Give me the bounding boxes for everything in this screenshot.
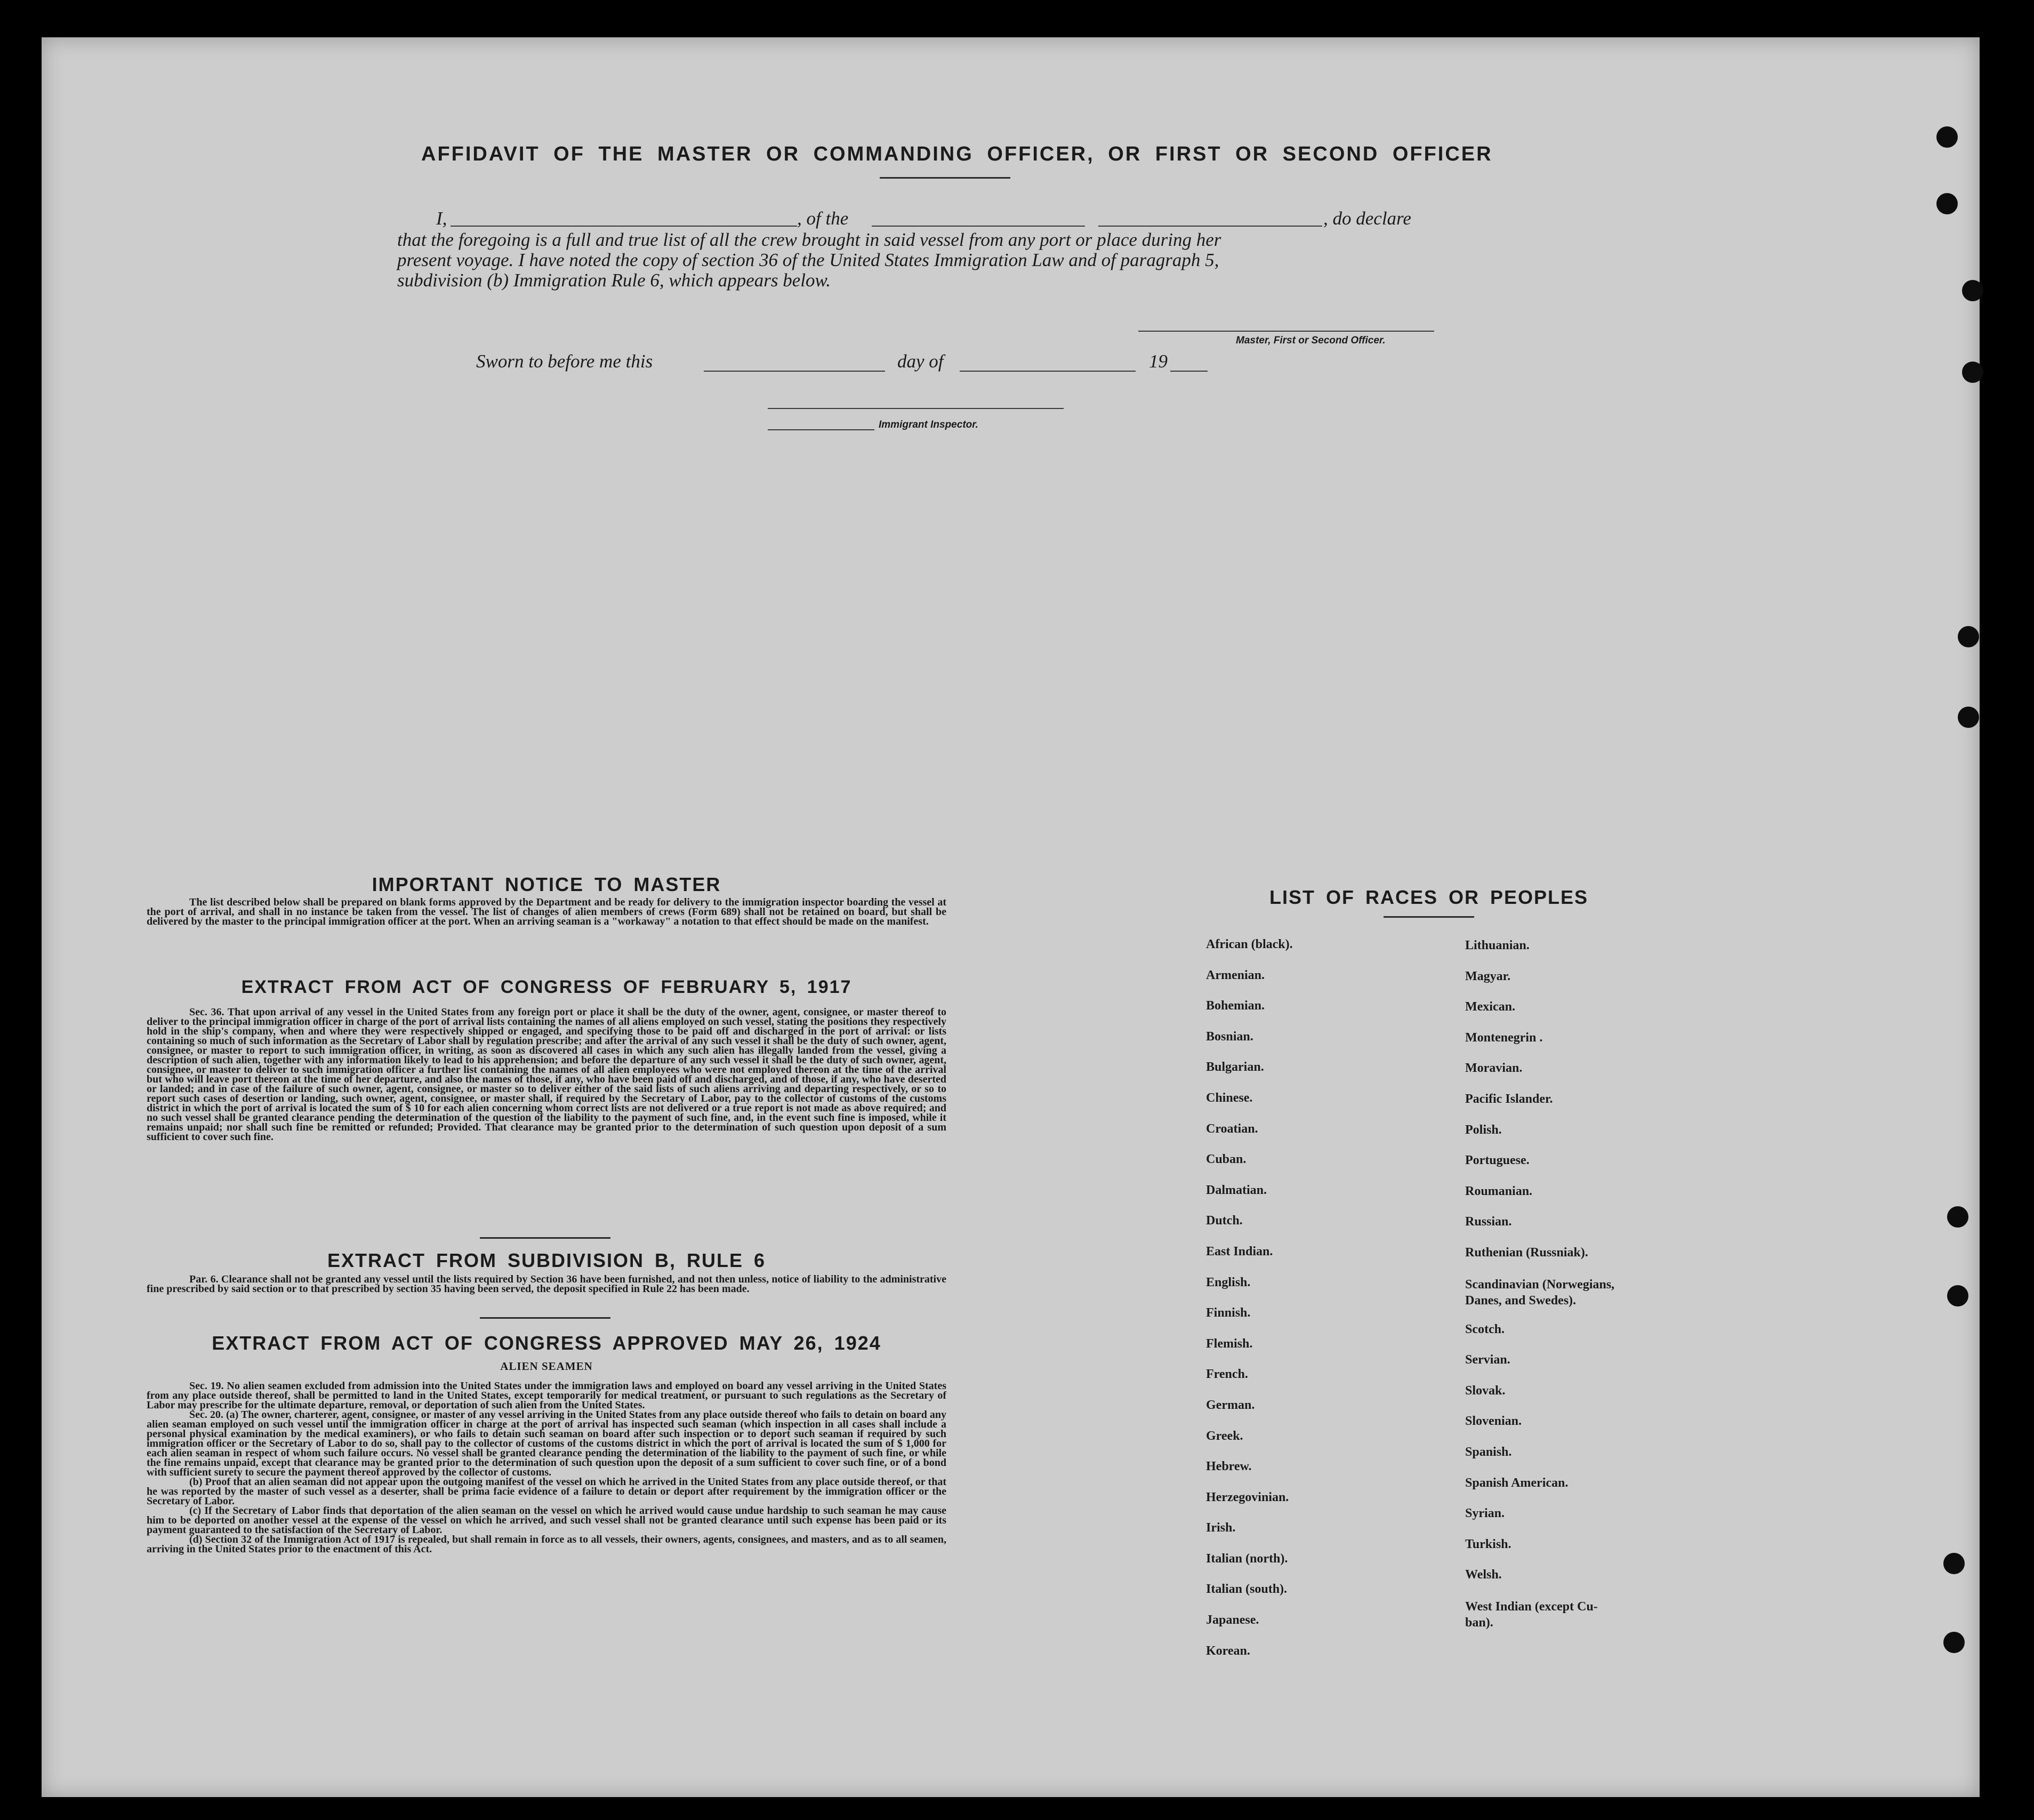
race-col1-item: Flemish. [1206,1336,1253,1351]
race-col2-item: Slovenian. [1465,1414,1522,1429]
race-col2-item: West Indian (except Cu- ban). [1465,1599,1598,1630]
affidavit-line-4: subdivision (b) Immigration Rule 6, which appears below. [397,270,831,291]
race-col2-item: Russian. [1465,1215,1512,1229]
sworn-text: Sworn to before me this [476,351,653,372]
section-divider [480,1237,610,1239]
race-col2-item: Servian. [1465,1353,1510,1367]
sec-20b-paragraph: (b) Proof that an alien seaman did not appear upon the outgoing manifest of the vessel on which he arrived in the United States from any place outside thereof, or that he was reported by the master of such vessel as a deserter, shall be prima facie evidence of a failure to detain or deport after requirement by the immigration officer or the Secretary of Labor. [147,1476,946,1507]
race-col2-item: Slovak. [1465,1383,1506,1398]
extract-1917-text [147,1007,946,1142]
affidavit-line-2: that the foregoing is a full and true list of all the crew brought in said vessel from any port or place during her [397,229,1221,250]
races-column-2 [1465,939,1614,1645]
race-col1-item: Chinese. [1206,1091,1253,1105]
rule-6-paragraph: Par. 6. Clearance shall not be granted any vessel until the lists required by Section 36 have been furnished, and not then unless, notice of liability to the administrative fine prescribed by said section or to that prescribed by section 35 having been served, the deposit specified in Rule 22 has been made. [147,1273,946,1295]
binder-hole-icon [1936,193,1958,214]
race-col1-item: Herzegovinian. [1206,1490,1289,1504]
races-column-1 [1206,937,1293,1674]
race-col1-item: French. [1206,1367,1248,1382]
race-col2-item: Portuguese. [1465,1153,1530,1168]
race-col2-item: Spanish. [1465,1445,1512,1459]
race-col1-item: German. [1206,1398,1255,1412]
race-col1-item: Greek. [1206,1429,1243,1443]
affidavit-do-declare: , do declare [1323,208,1411,229]
race-col2-item: Spanish American. [1465,1476,1569,1490]
race-col1-item: Bohemian. [1206,999,1265,1013]
extract-1917-title: EXTRACT FROM ACT OF CONGRESS OF FEBRUARY 5, 1917 [241,977,852,997]
inspector-caption: Immigrant Inspector. [879,419,978,430]
race-col1-item: English. [1206,1275,1251,1289]
race-col1-item: Korean. [1206,1643,1250,1658]
binder-hole-icon [1947,1285,1968,1306]
race-col1-item: Japanese. [1206,1613,1259,1627]
race-col1-item: Italian (south). [1206,1582,1288,1597]
extract-1924-title: EXTRACT FROM ACT OF CONGRESS APPROVED MAY 26, 1924 [212,1332,881,1354]
binder-hole-icon [1936,126,1958,148]
races-underline [1384,916,1474,918]
affidavit-of-the: , of the [797,208,849,229]
race-col2-item: Ruthenian (Russniak). [1465,1245,1588,1260]
section-divider [480,1317,610,1319]
rule-6-title: EXTRACT FROM SUBDIVISION B, RULE 6 [327,1249,766,1271]
notice-text [147,897,946,926]
binder-hole-icon [1958,626,1979,647]
affidavit-i: I, [436,208,447,229]
sec-20a-paragraph: Sec. 20. (a) The owner, charterer, agent, consignee, or master of any vessel arriving in the United States from any place outside thereof who fails to detain on board any alien seaman employed on such vessel until the immigration officer in charge at the port of arrival has inspected such seaman (which inspection in all cases shall include a personal physical examination by the medical examiners), or who fails to detain such seaman on board after such inspection or to deport such seaman if required by such immigration officer or the Secretary of Labor to do so, shall pay to the collector of customs of the customs district in which the port of arrival is located the sum of $ 1,000 for each alien seaman in respect of whom such failure occurs. No vessel shall be granted clearance pending the determination of the liability to the payment of such fine, or while the fine remains unpaid, except that clearance may be granted prior to the determination of such question upon the deposit of a sum sufficient to cover such fine, or of a bond with sufficient surety to secure the payment thereof approved by the collector of customs. [147,1409,946,1478]
rule-6-text [147,1274,946,1294]
race-col1-item: East Indian. [1206,1244,1273,1258]
race-col1-item: Hebrew. [1206,1460,1252,1474]
affidavit-title: AFFIDAVIT OF THE MASTER OR COMMANDING OFFICER, OR FIRST OR SECOND OFFICER [421,143,1493,165]
race-col2-item: Mexican. [1465,1000,1515,1014]
race-col1-item: Armenian. [1206,968,1265,982]
sec-20c-paragraph: (c) If the Secretary of Labor finds that deportation of the alien seaman on the vessel on which he arrived would cause undue hardship to such seaman he may cause him to be deported on another vessel at the expense of the vessel on which he arrived, and such vessel shall not be granted clearance until such expense has been paid or its payment guaranteed to the satisfaction of the Secretary of Labor. [147,1505,946,1536]
race-col1-item: Irish. [1206,1521,1236,1535]
notice-paragraph: The list described below shall be prepared on blank forms approved by the Department and be ready for delivery to the immigration inspector boarding the vessel at the port of arrival, and shall in no instance be taken from the vessel. The list of changes of alien members of crews (Form 689) shall not be retained on board, but shall be delivered by the master to the principal immigration officer at the port. When an arriving seaman is a "workaway" a notation to that effect should be made on the manifest. [147,896,946,927]
title-underline [880,177,1010,179]
race-col2-item: Scandinavian (Norwegians, Danes, and Swedes). [1465,1277,1615,1308]
name-field-line[interactable] [451,226,797,227]
sec-20d-paragraph: (d) Section 32 of the Immigration Act of 1917 is repealed, but shall remain in force as to all vessels, their owners, agents, consignees, and masters, and as to all seamen, arriving in the United States prior to the enactment of this Act. [147,1534,946,1555]
inspector-signature-line-upper[interactable] [768,408,1064,409]
race-col2-item: Magyar. [1465,969,1511,983]
race-col1-item: African (black). [1206,937,1293,951]
sworn-year: 19 [1149,351,1168,372]
race-col2-item: Moravian. [1465,1061,1523,1076]
binder-hole-icon [1962,362,1983,383]
binder-hole-icon [1943,1553,1965,1574]
race-col2-item: Lithuanian. [1465,939,1530,952]
race-col2-item: Scotch. [1465,1322,1505,1336]
race-col1-item: Dalmatian. [1206,1183,1267,1197]
alien-seamen-subtitle: ALIEN SEAMEN [500,1360,593,1373]
race-col1-item: Bosnian. [1206,1029,1253,1044]
sworn-month-line[interactable] [960,371,1136,372]
race-col1-item: Croatian. [1206,1121,1258,1136]
race-col1-item: Bulgarian. [1206,1060,1264,1075]
race-col2-item: Polish. [1465,1123,1502,1137]
rank-field-line[interactable] [872,226,1085,227]
master-signature-line[interactable] [1138,331,1434,332]
vessel-field-line[interactable] [1098,226,1322,227]
binder-hole-icon [1958,707,1979,728]
sec-19-paragraph: Sec. 19. No alien seamen excluded from admission into the United States under the immigration laws and employed on board any vessel arriving in the United States from any place outside thereof, shall be permitted to land in the United States, except temporarily for medical treatment, or pursuant to such regulations as the Secretary of Labor may prescribe for the ultimate departure, removal, or deportation of such alien from the United States. [147,1380,946,1411]
sworn-year-line[interactable] [1170,371,1208,372]
race-col1-item: Cuban. [1206,1152,1247,1167]
race-col2-item: Pacific Islander. [1465,1092,1553,1106]
race-col2-item: Welsh. [1465,1568,1502,1582]
extract-1924-text [147,1381,946,1554]
race-col1-item: Dutch. [1206,1214,1243,1228]
binder-hole-icon [1943,1632,1965,1653]
binder-hole-icon [1962,280,1983,301]
race-col1-item: Italian (north). [1206,1551,1288,1566]
master-signature-caption: Master, First or Second Officer. [1236,335,1386,346]
section-36-paragraph: Sec. 36. That upon arrival of any vessel in the United States from any foreign port or place it shall be the duty of the owner, agent, consignee, or master thereof to deliver to the principal immigration officer in charge of the port of arrival lists containing the names of all aliens employed on such vessel, stating the positions they respectively hold in the ship's company, when and where they were respectively shipped or engaged, and specifying those to be paid off and discharged in the port of arrival: or lists containing so much of such information as the Secretary of Labor shall by regulation prescribe; and after the arrival of any such vessel it shall be the duty of such owner, agent, consignee, or master to report to such immigration officer, in writing, as soon as discovered all cases in which any such alien has illegally landed from the vessel, giving a description of such alien, together with any information likely to lead to his apprehension; and before the departure of any such vessel it shall be the duty of such owner, agent, consignee, or master to deliver to such immigration officer a further list containing the names of all alien employees who were not employed thereon at the time of the arrival but who will leave port thereon at the time of her departure, and also the names of those, if any, who have been paid off and discharged, and of those, if any, who have deserted or landed; and in case of the failure of such owner, agent, consignee, or master so to deliver either of the said lists of such aliens arriving and departing respectively, or so to report such cases of desertion or landing, such owner, agent, consignee, or master shall, if required by the Secretary of Labor, pay to the collector of customs of the customs district in which the port of arrival is located the sum of $ 10 for each alien concerning whom correct lists are not delivered or a true report is not made as above required; and no such vessel shall be granted clearance pending the determination of the question of the liability to the payment of such fine, and, in the event such fine is imposed, while it remains unpaid; nor shall such fine be remitted or refunded; Provided. That clearance may be granted prior to the determination of such question upon deposit of a sum sufficient to cover such fine. [147,1006,946,1143]
sworn-day-line[interactable] [704,371,885,372]
inspector-signature-line[interactable] [768,429,874,430]
binder-hole-icon [1947,1206,1968,1228]
sworn-day-of: day of [897,351,944,372]
race-col2-item: Syrian. [1465,1506,1505,1521]
race-col1-item: Finnish. [1206,1306,1251,1320]
race-col2-item: Turkish. [1465,1537,1512,1551]
race-col2-item: Roumanian. [1465,1184,1533,1198]
affidavit-line-3: present voyage. I have noted the copy of section 36 of the United States Immigration Law and of paragraph 5, [397,250,1219,270]
races-title: LIST OF RACES OR PEOPLES [1269,886,1589,908]
race-col2-item: Montenegrin . [1465,1030,1543,1045]
notice-title: IMPORTANT NOTICE TO MASTER [372,873,721,895]
